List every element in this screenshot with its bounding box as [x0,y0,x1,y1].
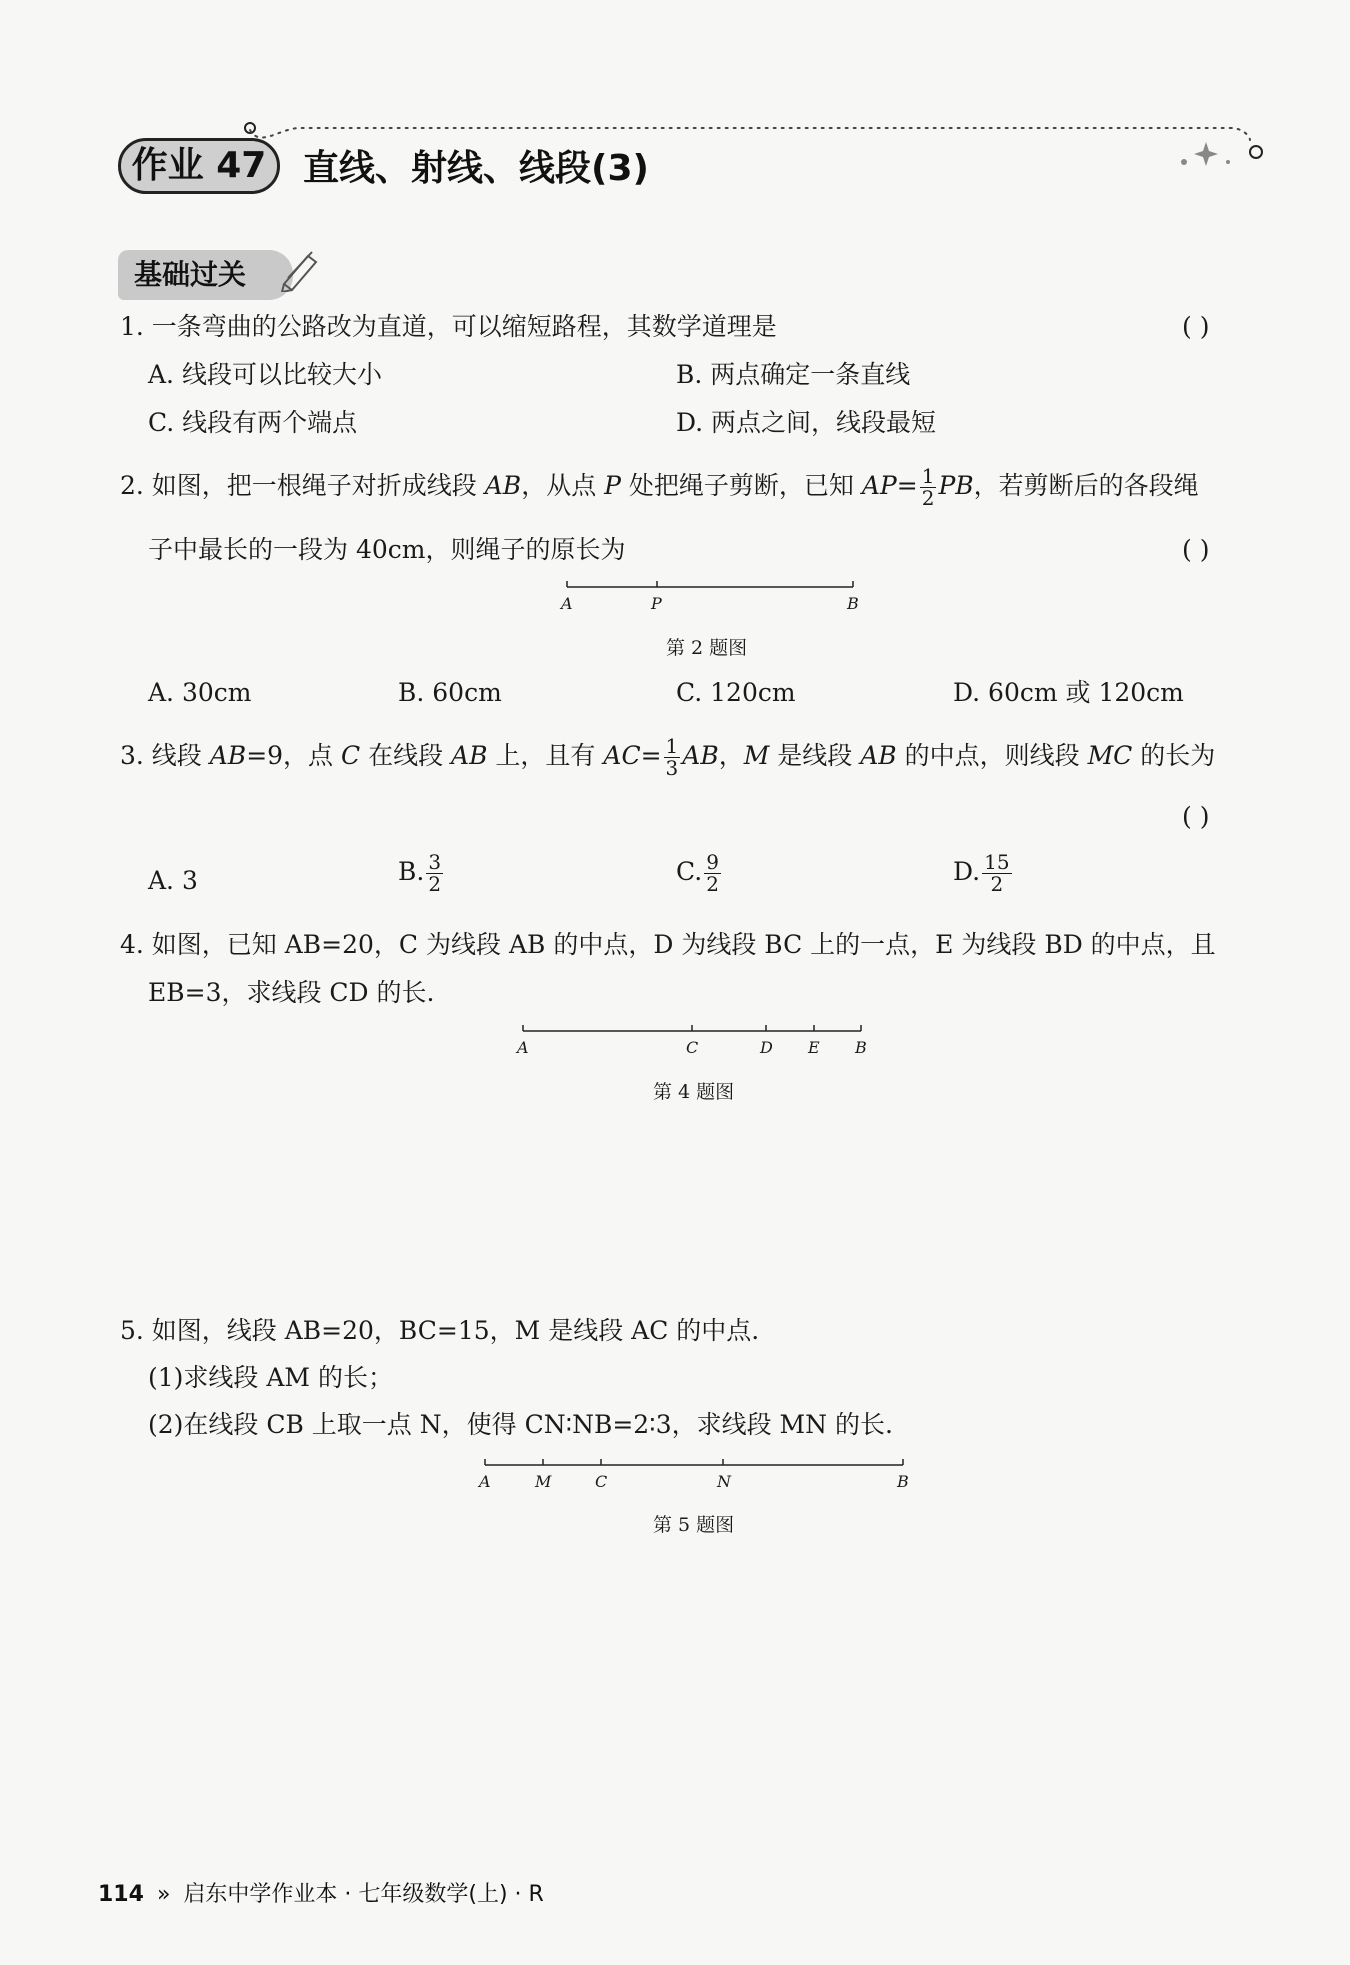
q3-option-b [398,852,445,895]
q3-var-ab-2: AB [451,741,488,770]
q3-text-2: =9，点 [246,741,341,770]
q5-part-1: (1)求线段 AM 的长； [148,1363,393,1392]
q3-text-1: 3. 线段 [120,741,210,770]
q3-var-ab-3: AB [682,741,719,770]
q2-text-4: ，若剪断后的各段绳 [973,471,1199,500]
q5-label-n: N [717,1472,731,1491]
q5-figure [470,1456,920,1492]
homework-title: 直线、射线、线段(3) [303,148,649,189]
q4-figure [508,1022,888,1058]
q2-option-b: B. 60cm [398,678,502,707]
q3-var-m: M [743,741,770,770]
q2-frac-num: 1 [921,464,935,488]
q2-var-pb: PB [938,471,974,500]
q3-option-c [676,852,723,895]
q2-option-c: C. 120cm [676,678,796,707]
q2-text-1: 2. 如图，把一根绳子对折成线段 [120,471,485,500]
q3-option-c-label: C. [676,857,703,886]
q5-part-2: (2)在线段 CB 上取一点 N，使得 CN∶NB=2∶3，求线段 MN 的长. [148,1410,893,1439]
q4-label-b: B [855,1038,867,1057]
q3-stem [120,736,1215,779]
q3-text-4: 上，且有 [487,741,604,770]
q3-var-c: C [341,741,361,770]
q3-option-d-num: 15 [984,850,1010,874]
q2-label-a: A [561,594,573,613]
q5-label-c: C [595,1472,608,1491]
q2-var-ap: AP [861,471,897,500]
q2-option-a: A. 30cm [148,678,252,707]
q2-equals: = [896,471,918,500]
q4-label-c: C [686,1038,699,1057]
q1-answer-bracket: ( ) [1182,312,1210,341]
q1-option-d: D. 两点之间，线段最短 [676,408,937,437]
q3-fraction [664,736,681,779]
q2-figure-caption: 第 2 题图 [666,637,748,659]
q2-var-p: P [604,471,621,500]
q1-option-b: B. 两点确定一条直线 [676,360,911,389]
q3-option-c-den: 2 [706,872,719,896]
q4-stem-line1: 4. 如图，已知 AB=20，C 为线段 AB 的中点，D 为线段 BC 上的一点，E 为线段 BD 的中点，且 [120,930,1216,959]
q1-option-c: C. 线段有两个端点 [148,408,358,437]
pencil-icon [278,248,322,292]
q3-var-mc: MC [1087,741,1133,770]
q2-figure [550,578,870,614]
q3-text-3: 在线段 [360,741,452,770]
section-title: 基础过关 [118,250,293,300]
q3-option-d-label: D. [953,857,981,886]
q4-figure-caption: 第 4 题图 [653,1081,735,1103]
page-number: 114 [98,1882,144,1907]
q2-option-d: D. 60cm 或 120cm [953,678,1184,707]
q4-label-a: A [517,1038,529,1057]
q3-option-d [953,852,1014,895]
q3-option-b-den: 2 [428,872,442,896]
q2-label-p: P [651,594,662,613]
q3-option-c-fraction [704,852,721,895]
q3-text-8: 的长为 [1132,741,1216,770]
q2-answer-bracket: ( ) [1182,535,1210,564]
q3-option-c-num: 9 [706,850,719,874]
page-footer [98,1877,544,1908]
q3-option-a: A. 3 [148,866,198,895]
q2-text-2: ，从点 [521,471,605,500]
book-title: 启东中学作业本 · 七年级数学(上) · R [183,1882,544,1907]
q2-frac-den: 2 [921,486,935,510]
q3-option-d-fraction [982,852,1011,895]
q2-label-b: B [847,594,859,613]
q3-option-d-den: 2 [990,872,1004,896]
q3-answer-bracket: ( ) [1182,802,1210,831]
q5-figure-caption: 第 5 题图 [653,1514,735,1536]
q4-stem-line2: EB=3，求线段 CD 的长. [148,978,435,1007]
q2-stem-line2: 子中最长的一段为 40cm，则绳子的原长为 [148,535,626,564]
chevron-double-right-icon: » [156,1882,171,1907]
q3-text-7: 的中点，则线段 [896,741,1088,770]
q3-text-6: 是线段 [769,741,861,770]
q2-stem-line1 [120,466,1199,509]
q1-stem: 1. 一条弯曲的公路改为直道，可以缩短路程，其数学道理是 [120,312,777,341]
q5-label-m: M [535,1472,552,1491]
q3-frac-num: 1 [665,734,679,758]
q3-text-5: ， [718,741,744,770]
q3-var-ab-4: AB [860,741,897,770]
q2-fraction [920,466,937,509]
q2-text-3: 处把绳子剪断，已知 [620,471,862,500]
q3-var-ab-1: AB [209,741,247,770]
q1-option-a: A. 线段可以比较大小 [148,360,382,389]
q3-var-ac: AC [603,741,641,770]
q5-label-b: B [897,1472,909,1491]
q3-option-b-fraction [426,852,443,895]
homework-badge: 作业 47 [118,138,280,194]
q2-var-ab: AB [484,471,522,500]
q4-label-e: E [808,1038,820,1057]
q3-option-b-label: B. [398,857,425,886]
q4-label-d: D [760,1038,773,1057]
q3-option-b-num: 3 [428,850,442,874]
q3-frac-den: 3 [665,756,679,780]
q5-stem: 5. 如图，线段 AB=20，BC=15，M 是线段 AC 的中点. [120,1316,760,1345]
q5-label-a: A [479,1472,491,1491]
q3-equals: = [640,741,662,770]
